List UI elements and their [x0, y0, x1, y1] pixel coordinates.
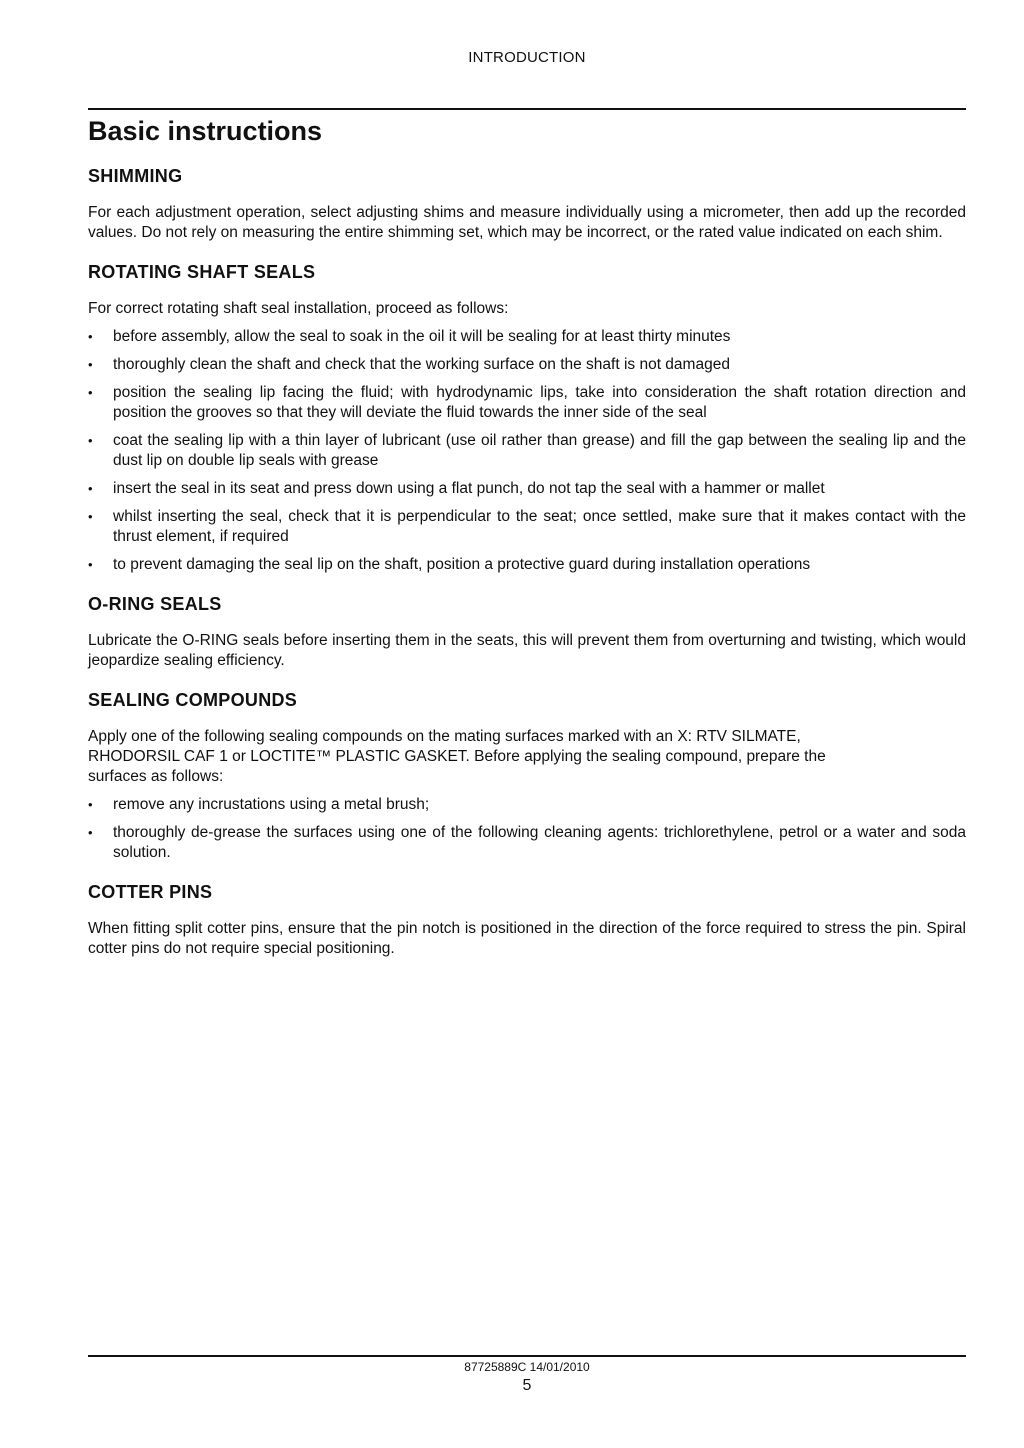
list-item: • before assembly, allow the seal to soak in the oil it will be sealing for at least thirty minutes [88, 327, 966, 347]
footer-divider [88, 1355, 966, 1357]
section-shimming [88, 165, 966, 243]
list-item: • thoroughly de-grease the surfaces using one of the following cleaning agents: trichlorethylene, petrol or a water and soda solution. [88, 823, 966, 863]
list-item: • thoroughly clean the shaft and check that the working surface on the shaft is not damaged [88, 355, 966, 375]
section-heading: SHIMMING [88, 166, 183, 186]
bullet-list [88, 795, 966, 863]
list-item: • whilst inserting the seal, check that it is perpendicular to the seat; once settled, make sure that it makes contact with the thrust element, if required [88, 507, 966, 547]
footer-document-code: 87725889C 14/01/2010 [464, 1360, 590, 1374]
section-o-ring-seals [88, 593, 966, 671]
list-item: • position the sealing lip facing the fluid; with hydrodynamic lips, take into consideration the shaft rotation direction and position the grooves so that they will deviate the fluid towards the inner side of the seal [88, 383, 966, 423]
paragraph-line: surfaces as follows: [88, 768, 224, 785]
section-paragraph: For each adjustment operation, select adjusting shims and measure individually using a micrometer, then add up the recorded values. Do not rely on measuring the entire shimming set, which may be incorrect, or the rated value indicated on each shim. [88, 204, 966, 241]
section-cotter-pins [88, 881, 966, 959]
bullet-list [88, 327, 966, 575]
footer-page-number: 5 [522, 1377, 532, 1394]
section-heading: COTTER PINS [88, 882, 213, 902]
paragraph-line: Apply one of the following sealing compounds on the mating surfaces marked with an X: RTV SILMATE, [88, 728, 801, 745]
section-sealing-compounds [88, 689, 966, 863]
page-title: Basic instructions [88, 116, 323, 146]
list-item: • coat the sealing lip with a thin layer of lubricant (use oil rather than grease) and fill the gap between the sealing lip and the dust lip on double lip seals with grease [88, 431, 966, 471]
page-content [88, 112, 966, 959]
section-paragraph: Lubricate the O-RING seals before inserting them in the seats, this will prevent them from overturning and twisting, which would jeopardize sealing efficiency. [88, 632, 966, 669]
section-heading: O-RING SEALS [88, 594, 222, 614]
list-item: • remove any incrustations using a metal brush; [88, 795, 966, 815]
section-heading: SEALING COMPOUNDS [88, 690, 298, 710]
list-item: • to prevent damaging the seal lip on the shaft, position a protective guard during installation operations [88, 555, 966, 575]
paragraph-line: RHODORSIL CAF 1 or LOCTITE™ PLASTIC GASKET. Before applying the sealing compound, prepare the [88, 748, 826, 765]
header-divider [88, 108, 966, 110]
list-item: • insert the seal in its seat and press down using a flat punch, do not tap the seal with a hammer or mallet [88, 479, 966, 499]
section-heading: ROTATING SHAFT SEALS [88, 262, 316, 282]
page-header-chapter: INTRODUCTION [468, 49, 586, 66]
section-rotating-shaft-seals [88, 261, 966, 575]
section-paragraph: When fitting split cotter pins, ensure that the pin notch is positioned in the direction of the force required to stress the pin. Spiral cotter pins do not require special positioning. [88, 920, 966, 957]
section-paragraph [88, 727, 966, 787]
section-intro: For correct rotating shaft seal installation, proceed as follows: [88, 300, 509, 317]
